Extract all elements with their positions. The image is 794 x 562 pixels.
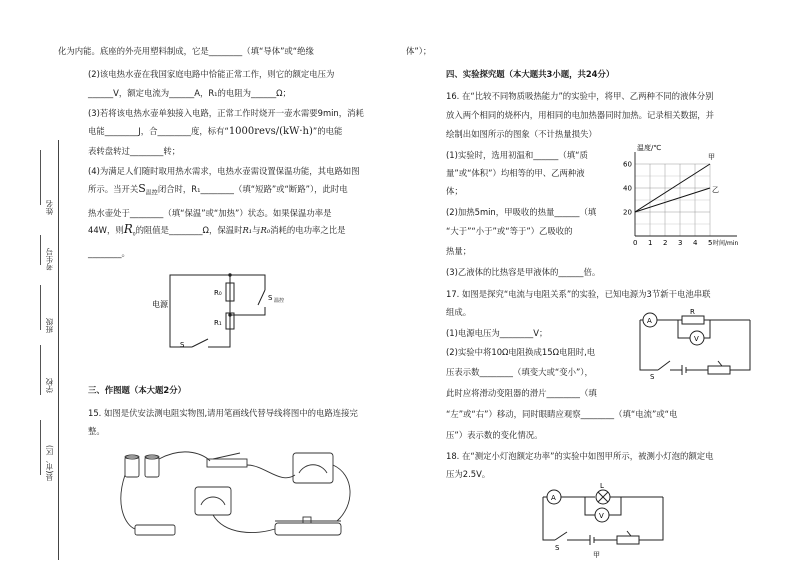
q16-2-a: (2)加热5min，甲吸收的热量______（填 — [446, 207, 597, 217]
q4-switch-symbol: S — [138, 182, 146, 195]
temperature-time-chart — [615, 138, 750, 250]
name-label: 姓名 — [45, 200, 54, 215]
knife-switch — [207, 459, 247, 467]
voltmeter-device — [293, 453, 333, 483]
right-top-line: 体”）； — [406, 46, 432, 56]
q17-ammeter-label: A — [647, 317, 652, 325]
power-source-label: 电源 — [152, 300, 168, 309]
x-tick-label: 1 — [648, 239, 653, 247]
q18-line2: 压为2.5V。 — [446, 469, 491, 479]
r0-label: R₀ — [214, 289, 222, 297]
q16-1-a: (1)实验时，选用初温和______（填“质 — [446, 150, 588, 160]
q3-line2-c: ”的电能 — [312, 126, 343, 136]
q4-line2 — [88, 182, 348, 197]
y-tick-label: 40 — [623, 184, 632, 193]
chart-labels — [623, 143, 739, 247]
q16-3: (3)乙液体的比热容是甲液体的______倍。 — [446, 267, 601, 277]
q18-figure-caption: 甲 — [593, 551, 600, 559]
exam-no-field-line — [40, 235, 41, 265]
section3-title: 三、作图题（本大题2分） — [88, 385, 186, 395]
region-label: 县(市、区) — [45, 445, 54, 481]
region-field-line — [40, 420, 41, 475]
q18-rheostat — [617, 536, 639, 544]
q4-line5: ________。 — [88, 248, 130, 258]
q18-line1: 18. 在“测定小灯泡额定功率”的实验中如图甲所示，被测小灯泡的额定电 — [446, 451, 714, 461]
q18-ammeter-label: A — [551, 494, 556, 502]
q17-line2: 组成。 — [446, 307, 472, 317]
q16-line1: 16. 在“比较不同物质吸热能力”的实验中，将甲、乙两种不同的液体分别 — [446, 91, 714, 101]
section4-title: 四、实验探究题（本大题共3小题，共24分） — [446, 69, 615, 79]
q4-line4 — [88, 222, 346, 238]
q17-line1: 17. 如图是探究“电流与电阻关系”的实验，已知电源为3节新干电池串联 — [446, 289, 711, 299]
q17-2-d: “左”或“右”）移动，同时眼睛应观察________（填“电流”或“电 — [446, 409, 678, 419]
rheostat — [275, 523, 341, 535]
q17-circuit-diagram — [630, 305, 760, 380]
q4-line3: 热水壶处于________（填“保温”或“加热”）状态。如果保温功率是 — [88, 208, 332, 218]
q17-voltmeter-label: V — [694, 335, 699, 343]
q17-switch-label: S — [650, 373, 655, 380]
chart-axes — [635, 152, 737, 236]
fixed-resistor — [135, 525, 175, 535]
q4-r0-symbol-2: R₀ — [260, 225, 271, 235]
temp-switch-sub: 温控 — [274, 298, 285, 304]
q16-line3: 绘制出如图所示的图象（不计热量损失） — [446, 129, 597, 139]
main-switch-label: S — [180, 341, 185, 349]
name-field-line — [40, 150, 41, 205]
q18-lamp-label: L — [600, 482, 604, 490]
school-field-line — [40, 345, 41, 395]
x-axis-label: 时间/min — [713, 240, 739, 247]
q3-line3: 表转盘转过________转； — [88, 146, 181, 156]
q4-r1-symbol: R₁ — [242, 225, 253, 235]
q4-line4-f: 与 — [252, 225, 261, 235]
x-tick-label: 3 — [678, 239, 683, 247]
q16-1-c: 体； — [446, 186, 463, 196]
binding-line — [58, 140, 59, 560]
q17-rheostat — [708, 366, 730, 374]
q16-1-b: 量”或“体积”）均相等的甲、乙两种液 — [446, 168, 585, 178]
school-label: 学校 — [45, 378, 54, 393]
q16-line2: 放入两个相同的烧杯内，用相同的电加热器同时加热。记录相关数据，并 — [446, 110, 714, 120]
ammeter-device — [195, 487, 231, 515]
q4-r0-sub: ₀ — [132, 229, 136, 238]
q4-line1: (4)为满足人们随时取用热水需求，电热水壶需设置保温功能，其电路如图 — [88, 166, 360, 176]
q2-line2: ______V，额定电流为______A，R₁的电阻为______Ω； — [88, 88, 291, 98]
q16-2-c: 热量； — [446, 246, 472, 256]
class-field-line — [40, 285, 41, 330]
y-tick-label: 20 — [623, 208, 632, 217]
battery-1 — [125, 457, 139, 477]
q16-2-b: “大于”“小于”或“等于”）乙吸收的 — [446, 226, 573, 236]
y-tick-label: 60 — [623, 160, 632, 169]
y-axis-label: 温度/℃ — [637, 144, 662, 152]
battery-2 — [145, 457, 159, 477]
q17-resistor-label: R — [690, 308, 695, 316]
q3-meter-spec: 1000revs/(kW·h) — [228, 126, 313, 137]
r1-label: R₁ — [214, 319, 222, 327]
series-label-1: 甲 — [708, 153, 715, 161]
apparatus-drawing — [115, 445, 365, 555]
q4-line4-d: 的阻值是________Ω，保温时 — [135, 225, 243, 235]
x-tick-label: 2 — [663, 239, 668, 247]
q17-resistor — [682, 316, 704, 324]
class-label: 班级 — [45, 318, 54, 333]
kettle-circuit-diagram — [150, 265, 290, 355]
q15-line2: 整。 — [88, 426, 105, 436]
q18-switch-label: S — [555, 544, 560, 552]
q17-2-b: 压表示数________（填变大或“变小”）， — [446, 367, 593, 377]
q4-line4-a: 44W，则 — [88, 225, 124, 235]
q15-line1: 15. 如图是伏安法测电阻实物图,请用笔画线代替导线将图中的电路连接完 — [88, 408, 358, 418]
q3-line2-a: 电能________J，合________度，标有“ — [88, 126, 229, 136]
q2-line1: (2)该电热水壶在我国家庭电路中恰能正常工作，则它的额定电压为 — [88, 69, 335, 79]
q18-voltmeter-label: V — [599, 512, 604, 520]
series-label-2: 乙 — [712, 186, 719, 194]
x-tick-label: 5 — [708, 239, 713, 247]
q4-line2-a: 所示。当开关 — [88, 184, 139, 194]
temp-switch-label: S — [268, 294, 273, 302]
x-tick-label: 0 — [633, 239, 638, 247]
exam-no-label: 考生号 — [45, 248, 54, 271]
q17-2-c: 此时应将滑动变阻器的滑片________（填 — [446, 388, 597, 398]
q17-2-e: 压”）表示数的变化情况。 — [446, 430, 543, 440]
q3-line1: (3)若将该电热水壶单独接入电路，正常工作时烧开一壶水需要9min，消耗 — [88, 108, 364, 118]
q4-line2-d: 闭合时，R₁________（填“短路”或“断路”），此时电 — [157, 184, 348, 194]
q17-1: (1)电源电压为________V； — [446, 328, 548, 338]
q3-line2 — [88, 125, 342, 137]
left-top-line: 化为内能。底座的外壳用塑料制成，它是________（填“导体”或“绝缘 — [58, 46, 314, 56]
q18-circuit-diagram — [535, 482, 675, 560]
q4-switch-sub: 温控 — [145, 189, 158, 197]
q4-r0-symbol: R — [123, 222, 133, 236]
x-tick-label: 4 — [693, 239, 698, 247]
q4-line4-h: 消耗的电功率之比是 — [270, 225, 346, 235]
q17-2-a: (2)实验中将10Ω电阻换成15Ω电阻时,电 — [446, 347, 596, 357]
